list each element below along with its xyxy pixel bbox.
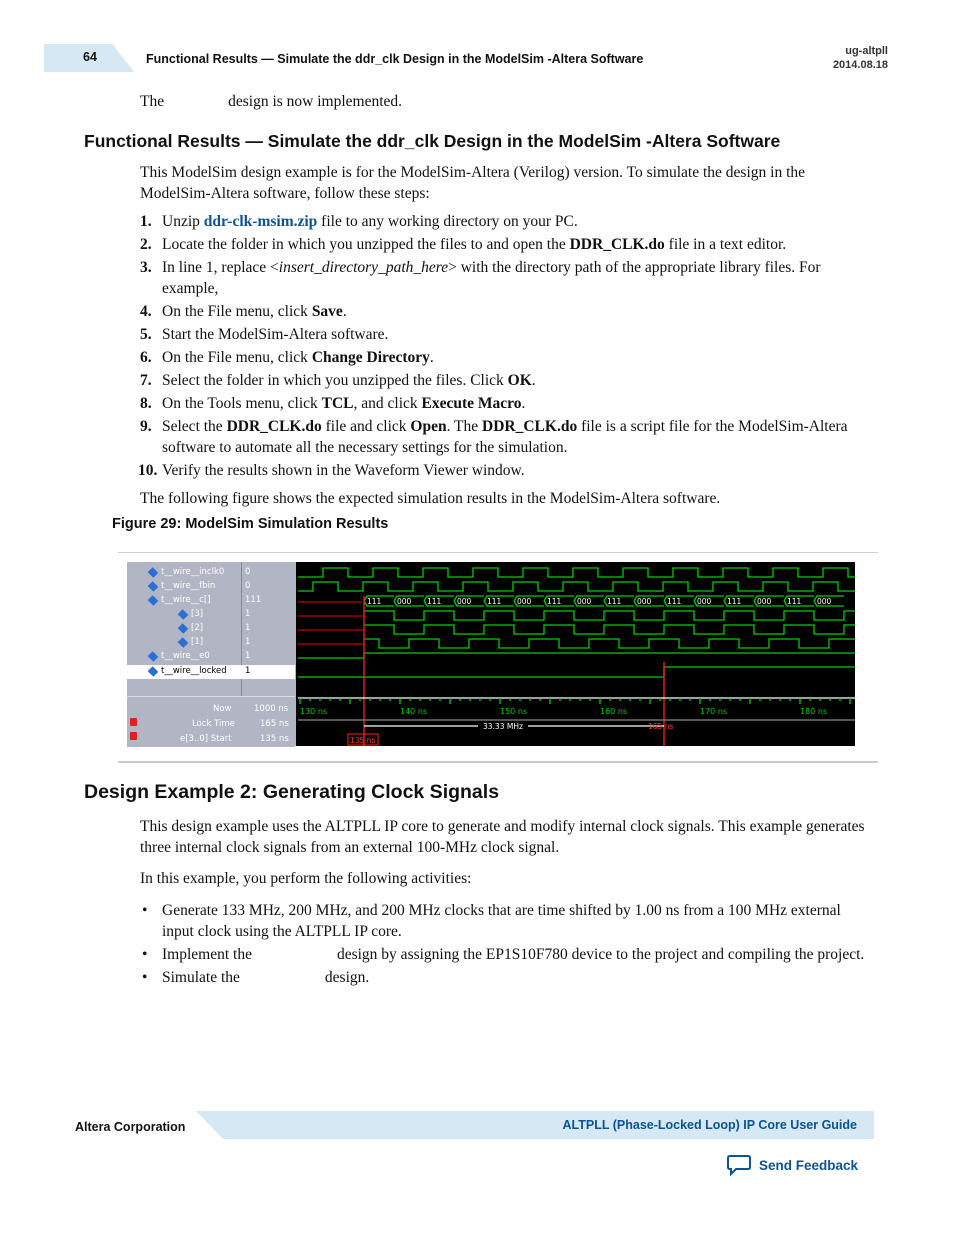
figure-bottom-rule xyxy=(118,761,878,763)
bullet-item: • Generate 133 MHz, 200 MHz, and 200 MHz clocks that are time shifted by 1.00 ns from a 100 MHz external input clock using the ALTPLL IP core. xyxy=(140,900,875,942)
step: 5. Start the ModelSim-Altera software. xyxy=(140,326,389,343)
activities-list xyxy=(140,900,875,990)
wave-bus-c-label: 000 xyxy=(637,597,652,606)
signal-name[interactable]: [3] xyxy=(191,609,204,619)
time-tick-label: 140 ns xyxy=(400,707,428,716)
wave-bus-c-label: 000 xyxy=(697,597,712,606)
wave-c3 xyxy=(364,611,855,620)
wave-inclk0 xyxy=(298,568,855,577)
send-feedback-label: Send Feedback xyxy=(759,1157,859,1173)
figure-caption: Figure 29: ModelSim Simulation Results xyxy=(112,516,389,532)
section2-para2: In this example, you perform the following activities: xyxy=(140,870,472,887)
section2-heading: Design Example 2: Generating Clock Signals xyxy=(84,781,500,803)
wave-bus-c-label: 000 xyxy=(517,597,532,606)
signal-name[interactable]: t__wire__inclk0 xyxy=(161,567,225,577)
intro-line xyxy=(140,91,875,112)
footer-company: Altera Corporation xyxy=(75,1120,186,1134)
step: 1. Unzip ddr-clk-msim.zip file to any working directory on your PC. xyxy=(140,213,578,230)
signal-value: 111 xyxy=(245,595,262,605)
wave-bus-c-label: 111 xyxy=(367,597,382,606)
bullet-item: • Simulate the design. xyxy=(140,967,875,988)
lock-icon xyxy=(130,732,137,740)
section1-para: This ModelSim design example is for the ModelSim-Altera (Verilog) version. To simulate the design in the ModelSim-Altera software, follow these steps: xyxy=(140,164,806,202)
intro-rest: design is now implemented. xyxy=(228,93,403,110)
signal-value: 1 xyxy=(245,623,251,633)
cursor-lock-value: 165 ns xyxy=(648,722,674,731)
wave-bus-c-label: 111 xyxy=(487,597,502,606)
cursor-start-value: 135 ns xyxy=(350,736,376,745)
signal-value: 1 xyxy=(245,609,251,619)
step: 7. Select the folder in which you unzipped the files. Click OK. xyxy=(140,372,536,389)
time-tick-label: 180 ns xyxy=(800,707,828,716)
intro-the: The xyxy=(140,93,165,110)
step: 10. Verify the results shown in the Waveform Viewer window. xyxy=(138,462,525,479)
wave-bus-c-label: 111 xyxy=(787,597,802,606)
step: 8. On the Tools menu, click TCL, and click Execute Macro. xyxy=(140,395,526,412)
start-label: e[3..0] Start xyxy=(180,734,232,744)
doc-id: ug-altpll xyxy=(845,45,888,57)
signal-value: 1 xyxy=(245,651,251,661)
lock-time-value: 165 ns xyxy=(260,719,289,729)
wave-c1 xyxy=(364,639,855,648)
figure-intro: The following figure shows the expected simulation results in the ModelSim-Altera software. xyxy=(140,490,721,507)
steps-list xyxy=(140,211,875,483)
wave-bus-c-label: 111 xyxy=(607,597,622,606)
header-doc-info xyxy=(833,44,888,72)
time-tick-label: 130 ns xyxy=(300,707,328,716)
doc-date: 2014.08.18 xyxy=(832,59,888,71)
section1-heading: Functional Results — Simulate the ddr_clk Design in the ModelSim -Altera Software xyxy=(84,131,781,151)
wave-bus-c-label: 111 xyxy=(427,597,442,606)
step: 3. In line 1, replace <insert_directory_path_here> with the directory path of the appropriate library files. For example, xyxy=(140,259,821,297)
signal-value: 0 xyxy=(245,567,251,577)
signal-name[interactable]: [1] xyxy=(191,637,204,647)
time-tick-label: 150 ns xyxy=(500,707,528,716)
lock-time-label: Lock Time xyxy=(192,719,235,729)
footer-guide-title[interactable]: ALTPLL (Phase-Locked Loop) IP Core User Guide xyxy=(562,1118,857,1132)
time-tick-label: 160 ns xyxy=(600,707,628,716)
wave-bus-c-label: 000 xyxy=(457,597,472,606)
wave-c2 xyxy=(364,625,855,634)
step: 6. On the File menu, click Change Directory. xyxy=(140,349,434,366)
signal-name[interactable]: t__wire__e0 xyxy=(161,651,210,661)
figure-top-rule xyxy=(118,552,878,553)
bullet-item: • Implement the design by assigning the EP1S10F780 device to the project and compiling the project. xyxy=(140,944,875,965)
now-label: Now xyxy=(213,704,232,714)
time-tick-label: 170 ns xyxy=(700,707,728,716)
wave-bus-c-label: 000 xyxy=(817,597,832,606)
signal-name[interactable]: t__wire__locked xyxy=(161,666,227,676)
waveform-viewer xyxy=(127,562,855,746)
send-feedback-link[interactable] xyxy=(727,1154,858,1176)
step: 9. Select the DDR_CLK.do file and click Open. The DDR_CLK.do file is a script file for the ModelSim-Altera software to automate all the necessary settings for the simulation. xyxy=(140,418,848,456)
wave-bus-c-label: 000 xyxy=(577,597,592,606)
signal-value: 1 xyxy=(245,666,251,676)
start-value: 135 ns xyxy=(260,734,289,744)
wave-locked xyxy=(298,667,855,677)
wave-bus-c-label: 111 xyxy=(727,597,742,606)
header-title: Functional Results — Simulate the ddr_clk Design in the ModelSim -Altera Software xyxy=(146,52,644,66)
wave-e0 xyxy=(298,653,855,658)
section2-para1: This design example uses the ALTPLL IP core to generate and modify internal clock signals. This example generates three internal clock signals from an external 100-MHz clock signal. xyxy=(140,818,865,856)
frequency-label: 33.33 MHz xyxy=(483,722,523,731)
wave-bus-c-label: 111 xyxy=(667,597,682,606)
signal-name[interactable]: t__wire__fbin xyxy=(161,581,216,591)
signal-name[interactable]: t__wire__c[] xyxy=(161,595,211,605)
now-value: 1000 ns xyxy=(254,704,289,714)
step: 2. Locate the folder in which you unzipped the files to and open the DDR_CLK.do file in a text editor. xyxy=(140,236,787,253)
wave-fbin xyxy=(298,582,855,591)
signal-value: 0 xyxy=(245,581,251,591)
cursor-panel xyxy=(127,696,295,747)
wave-bus-c-label: 000 xyxy=(397,597,412,606)
lock-icon xyxy=(130,718,137,726)
ddr-clk-msim-zip-link[interactable]: ddr-clk-msim.zip xyxy=(203,213,318,230)
page-number: 64 xyxy=(83,50,97,64)
waveform-plot xyxy=(298,562,855,746)
signal-value: 1 xyxy=(245,637,251,647)
wave-bus-c-label: 000 xyxy=(757,597,772,606)
signal-name[interactable]: [2] xyxy=(191,623,204,633)
feedback-icon xyxy=(727,1154,751,1176)
step: 4. On the File menu, click Save. xyxy=(140,303,347,320)
wave-bus-c-label: 111 xyxy=(547,597,562,606)
